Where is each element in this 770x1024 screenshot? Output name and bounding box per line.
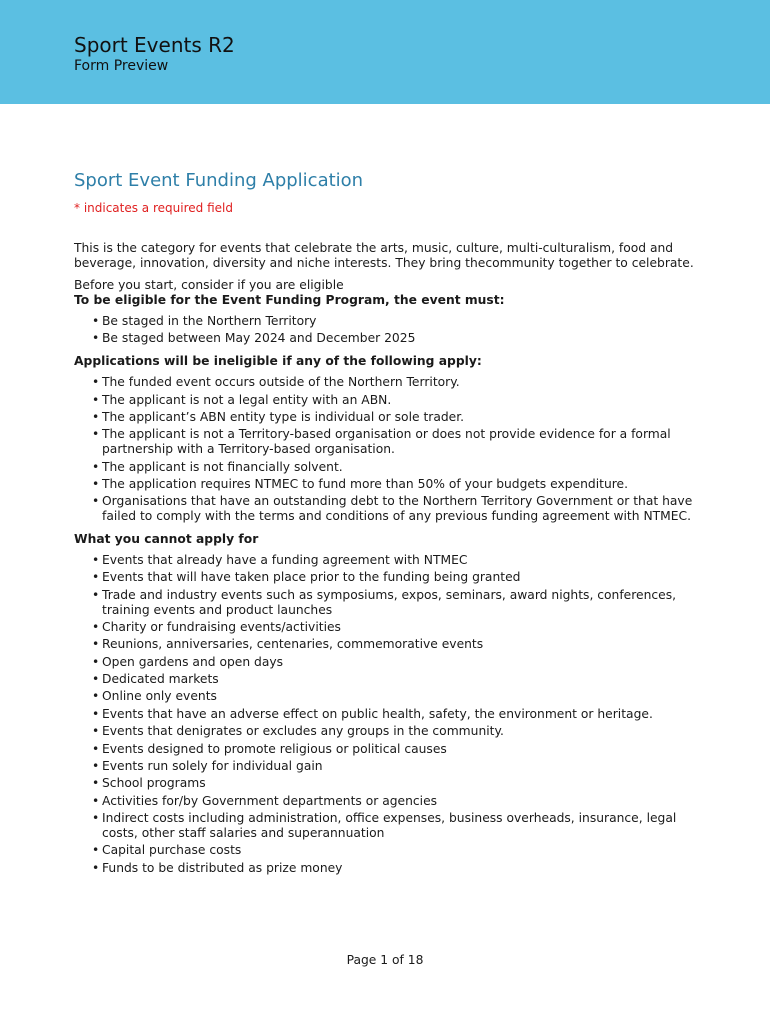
list-item — [92, 794, 694, 809]
eligible-heading: To be eligible for the Event Funding Program, the event must: — [74, 293, 505, 307]
bullet-icon: • — [92, 375, 100, 390]
list-item — [92, 742, 694, 757]
bullet-icon: • — [92, 724, 100, 739]
list-item-text: Activities for/by Government departments or agencies — [102, 793, 438, 808]
list-item-text: The application requires NTMEC to fund more than 50% of your budgets expenditure. — [102, 476, 628, 491]
bullet-icon: • — [92, 476, 100, 491]
list-item — [92, 588, 694, 618]
bullet-icon: • — [92, 843, 100, 858]
app-subtitle: Form Preview — [74, 58, 169, 74]
list-item-text: The applicant is not a legal entity with an ABN. — [102, 392, 392, 407]
list-item — [92, 570, 694, 585]
bullet-icon: • — [92, 776, 100, 791]
list-item-text: Events that denigrates or excludes any groups in the community. — [102, 724, 504, 739]
list-item-text: School programs — [102, 776, 206, 791]
list-item-text: Events that already have a funding agreement with NTMEC — [102, 552, 468, 567]
cannot-apply-heading: What you cannot apply for — [74, 531, 259, 546]
bullet-icon: • — [92, 427, 100, 442]
before-start-text: Before you start, consider if you are eligible — [74, 278, 344, 292]
list-item — [92, 759, 694, 774]
ineligible-list — [74, 375, 694, 524]
list-item — [92, 331, 694, 346]
list-item — [92, 672, 694, 687]
list-item — [92, 707, 694, 722]
list-item-text: Reunions, anniversaries, centenaries, commemorative events — [102, 637, 484, 652]
eligible-list — [74, 314, 694, 346]
list-item-text: Capital purchase costs — [102, 843, 242, 858]
list-item — [92, 689, 694, 704]
list-item-text: The applicant is not financially solvent. — [102, 459, 343, 474]
bullet-icon: • — [92, 654, 100, 669]
page-number: Page 1 of 18 — [346, 953, 424, 967]
list-item — [92, 655, 694, 670]
bullet-icon: • — [92, 759, 100, 774]
bullet-icon: • — [92, 672, 100, 687]
bullet-icon: • — [92, 587, 100, 602]
required-field-note: * indicates a required field — [74, 201, 233, 215]
list-item — [92, 427, 694, 457]
bullet-icon: • — [92, 793, 100, 808]
intro-paragraph: This is the category for events that celebrate the arts, music, culture, multi-culturalism, food and beverage, innovation, diversity and niche interests. They bring thecommunity together to celebrate. — [74, 241, 694, 270]
bullet-icon: • — [92, 459, 100, 474]
form-title: Sport Event Funding Application — [74, 170, 364, 191]
bullet-icon: • — [92, 619, 100, 634]
bullet-icon: • — [92, 637, 100, 652]
list-item — [92, 314, 694, 329]
list-item-text: Open gardens and open days — [102, 654, 284, 669]
list-item — [92, 776, 694, 791]
list-item-text: The applicant’s ABN entity type is individual or sole trader. — [102, 409, 465, 424]
list-item-text: Organisations that have an outstanding debt to the Northern Territory Government or that have failed to comply with the terms and conditions of any previous funding agreement with NTMEC. — [102, 494, 693, 524]
form-content — [74, 170, 694, 884]
list-item-text: Events designed to promote religious or political causes — [102, 741, 447, 756]
list-item — [92, 410, 694, 425]
list-item — [92, 637, 694, 652]
list-item — [92, 460, 694, 475]
list-item-text: Online only events — [102, 689, 217, 704]
bullet-icon: • — [92, 331, 100, 346]
bullet-icon: • — [92, 860, 100, 875]
list-item — [92, 494, 694, 524]
bullet-icon: • — [92, 494, 100, 509]
bullet-icon: • — [92, 409, 100, 424]
list-item-text: Be staged between May 2024 and December 2025 — [102, 331, 416, 346]
list-item-text: Events that have an adverse effect on public health, safety, the environment or heritage. — [102, 706, 653, 721]
bullet-icon: • — [92, 314, 100, 328]
list-item — [92, 811, 694, 841]
list-item — [92, 393, 694, 408]
list-item-text: Charity or fundraising events/activities — [102, 619, 341, 634]
bullet-icon: • — [92, 570, 100, 585]
list-item-text: Events that will have taken place prior to the funding being granted — [102, 570, 521, 585]
list-item — [92, 861, 694, 876]
header-banner — [0, 0, 770, 104]
list-item-text: Dedicated markets — [102, 672, 219, 687]
list-item — [92, 375, 694, 390]
bullet-icon: • — [92, 552, 100, 567]
list-item-text: Be staged in the Northern Territory — [102, 314, 317, 328]
list-item — [92, 724, 694, 739]
list-item-text: Funds to be distributed as prize money — [102, 860, 343, 875]
bullet-icon: • — [92, 811, 100, 826]
list-item — [92, 553, 694, 568]
list-item-text: Trade and industry events such as symposiums, expos, seminars, award nights, conferences, training events and product launches — [102, 587, 677, 617]
list-item — [92, 477, 694, 492]
bullet-icon: • — [92, 741, 100, 756]
app-title: Sport Events R2 — [74, 33, 235, 57]
bullet-icon: • — [92, 689, 100, 704]
cannot-apply-list — [74, 553, 694, 876]
list-item-text: The applicant is not a Territory-based organisation or does not provide evidence for a formal partnership with a Territory-based organisation. — [102, 427, 671, 457]
list-item-text: Events run solely for individual gain — [102, 759, 323, 774]
bullet-icon: • — [92, 706, 100, 721]
list-item-text: Indirect costs including administration, office expenses, business overheads, insurance, legal costs, other staff salaries and superannuation — [102, 811, 677, 840]
list-item — [92, 620, 694, 635]
bullet-icon: • — [92, 392, 100, 407]
list-item — [92, 843, 694, 858]
list-item-text: The funded event occurs outside of the Northern Territory. — [102, 375, 460, 390]
ineligible-heading: Applications will be ineligible if any of the following apply: — [74, 354, 482, 369]
